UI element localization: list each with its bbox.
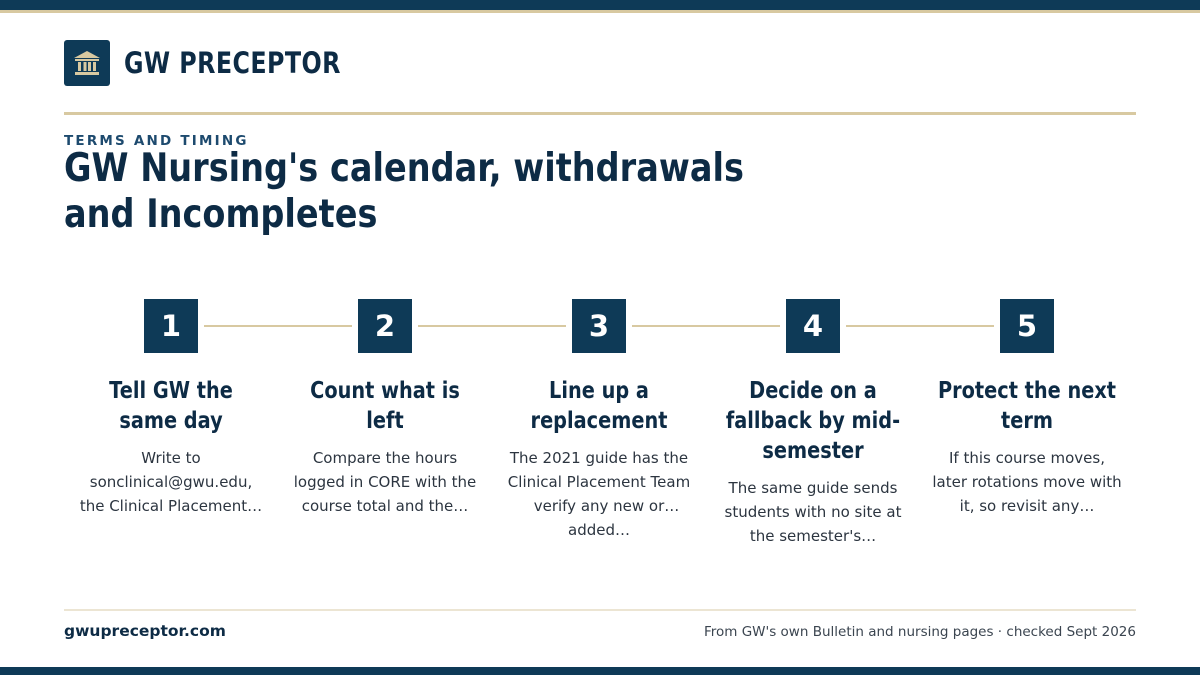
footer-source-note: From GW's own Bulletin and nursing pages · checked Sept 2026 (703, 624, 1136, 640)
step-2-description: Compare the hours logged in CORE with the course total and the… (293, 449, 477, 515)
brand[interactable] (64, 40, 388, 86)
step-4-number: 4 (786, 299, 840, 353)
step-4-heading: Decide on a fallback by mid-semester (725, 378, 901, 464)
timeline-connector (632, 325, 780, 327)
building-columns-icon (64, 40, 110, 86)
step-5-description: If this course moves, later rotations move with it, so revisit any… (932, 449, 1122, 515)
footer-divider (64, 609, 1136, 611)
step-3 (492, 376, 706, 539)
timeline-connector (204, 325, 352, 327)
step-5 (920, 376, 1134, 518)
step-5-number: 5 (1000, 299, 1054, 353)
step-3-heading: Line up a replacement (530, 378, 668, 434)
step-3-description: The 2021 guide has the Clinical Placement Team verify any new or added… (507, 449, 691, 539)
timeline-connector (418, 325, 566, 327)
section-eyebrow: TERMS AND TIMING (64, 133, 249, 149)
bottom-accent-bar (0, 667, 1200, 675)
step-3-number: 3 (572, 299, 626, 353)
step-1 (64, 376, 278, 518)
step-2-heading: Count what is left (310, 378, 460, 434)
footer-site-link[interactable]: gwupreceptor.com (64, 622, 226, 640)
top-accent-bar (0, 0, 1200, 10)
top-gold-stripe (0, 10, 1200, 13)
step-4 (706, 376, 920, 548)
header-divider (64, 112, 1136, 115)
timeline-connector (846, 325, 994, 327)
step-1-description: Write to sonclinical@gwu.edu, the Clinical Placement… (79, 449, 263, 515)
step-1-number: 1 (144, 299, 198, 353)
step-4-description: The same guide sends students with no site at the semester's… (724, 479, 902, 545)
brand-name: GW PRECEPTOR (124, 46, 341, 80)
page-title: GW Nursing's calendar, withdrawals and Incompletes (64, 146, 744, 237)
step-2 (278, 376, 492, 518)
step-1-heading: Tell GW the same day (109, 378, 233, 434)
step-5-heading: Protect the next term (937, 378, 1117, 434)
step-2-number: 2 (358, 299, 412, 353)
